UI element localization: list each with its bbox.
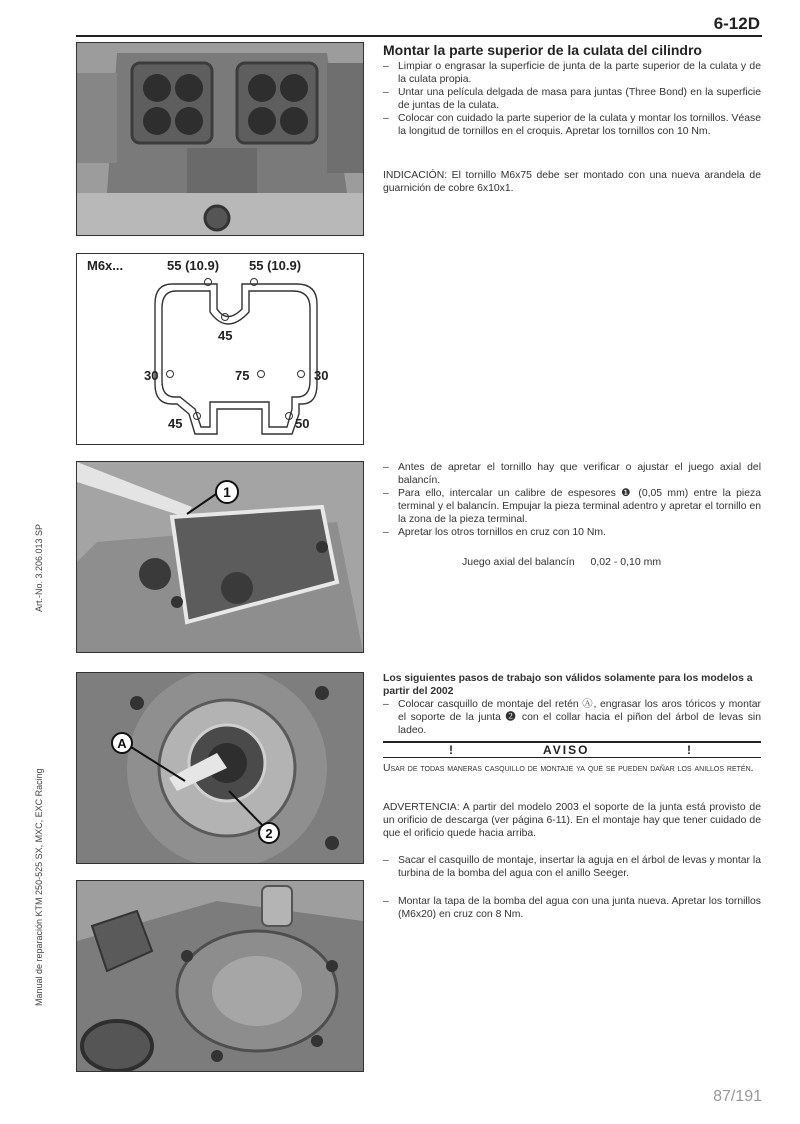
spec-label: Juego axial del balancín bbox=[462, 556, 575, 568]
list-item: – Untar una película delgada de masa para juntas (Three Bond) en la superficie de juntas de la culata. bbox=[383, 86, 761, 112]
side-manual-title: Manual de reparación KTM 250-525 SX, MXC, EXC Racing bbox=[34, 768, 44, 1006]
list-item: – Apretar los otros tornillos en cruz con 10 Nm. bbox=[383, 526, 761, 539]
diagram-label-right: 30 bbox=[314, 368, 329, 383]
callout-2: 2 bbox=[265, 826, 273, 841]
photo-water-pump-cover bbox=[76, 880, 364, 1072]
list-item: – Antes de apretar el tornillo hay que verificar o ajustar el juego axial del balancín. bbox=[383, 461, 761, 487]
diagram-label-mid: 75 bbox=[235, 368, 250, 383]
list-item: – Sacar el casquillo de montaje, insertar la aguja en el árbol de levas y montar la turbina de la bomba del agua con el anillo Seeger. bbox=[383, 854, 761, 880]
callout-1: 1 bbox=[223, 484, 231, 500]
diagram-label-top-left: 55 (10.9) bbox=[167, 258, 220, 273]
diagram-label-top-right: 55 (10.9) bbox=[249, 258, 302, 273]
section-title: Montar la parte superior de la culata del cilindro bbox=[383, 42, 702, 58]
aviso-mark-left: ! bbox=[449, 743, 455, 757]
list-item: – Colocar casquillo de montaje del retén Ⓐ, engrasar los aros tóricos y montar el soporte de la junta ❷ con el collar hacia el piñon del árbol de levas sin ladeo. bbox=[383, 698, 761, 737]
list-item: – Montar la tapa de la bomba del agua con una junta nueva. Apretar los tornillos (M6x20) en cruz con 8 Nm. bbox=[383, 895, 761, 921]
photo-cylinder-head-top bbox=[76, 42, 364, 236]
aviso-mark-right: ! bbox=[687, 743, 693, 757]
section3-bullets-2 bbox=[383, 854, 761, 880]
diagram-label-center: 45 bbox=[218, 328, 233, 343]
aviso-banner bbox=[383, 741, 761, 758]
note-indicacion: INDICACIÓN: El tornillo M6x75 debe ser montado con una nueva arandela de guarnición de cobre 6x10x1. bbox=[383, 170, 761, 194]
diagram-label-bottom-left: 45 bbox=[168, 416, 183, 431]
advertencia-text: ADVERTENCIA: A partir del modelo 2003 el soporte de la junta está provisto de un orificio de descarga (ver página 6-11). En el montaje hay que tener cuidado de que el orificio quede hacia arriba. bbox=[383, 802, 761, 839]
diagram-label-left: 30 bbox=[144, 368, 159, 383]
list-item: – Colocar con cuidado la parte superior de la culata y montar los tornillos. Véase la longitud de tornillos en el croquis. Apretar los tornillos con 10 Nm. bbox=[383, 112, 761, 138]
section3-bullets bbox=[383, 698, 761, 737]
list-item: – Para ello, intercalar un calibre de espesores ❶ (0,05 mm) entre la pieza terminal y el balancín. Empujar la pieza terminal adentro y apretar el tornillo en la zona de la pieza terminal. bbox=[383, 487, 761, 526]
photo-feeler-gauge bbox=[76, 461, 364, 653]
section3-bullets-3 bbox=[383, 895, 761, 921]
header-rule bbox=[76, 35, 762, 37]
photo-seal-bushing bbox=[76, 672, 364, 864]
diagram-label-bottom-right: 50 bbox=[295, 416, 310, 431]
section3-heading: Los siguientes pasos de trabajo son válidos solamente para los modelos a partir del 2002 bbox=[383, 673, 753, 697]
side-art-no: Art.-No. 3.206.013 SP bbox=[34, 523, 44, 612]
aviso-text: Usar de todas maneras casquillo de montaje ya que se pueden dañar los anillos retén. bbox=[383, 763, 754, 774]
bolt-layout-diagram bbox=[76, 253, 364, 445]
section1-bullets bbox=[383, 60, 761, 138]
page-counter: 87/191 bbox=[713, 1088, 762, 1105]
spec-value: 0,02 - 0,10 mm bbox=[590, 556, 662, 568]
aviso-title: AVISO bbox=[543, 743, 590, 757]
section2-bullets bbox=[383, 461, 761, 539]
callout-a: A bbox=[117, 736, 127, 751]
spec-juego-axial bbox=[462, 556, 661, 568]
list-item: – Limpiar o engrasar la superficie de junta de la parte superior de la culata y de la culata propia. bbox=[383, 60, 761, 86]
diagram-label-m6: M6x... bbox=[87, 258, 124, 273]
page-number: 6-12D bbox=[713, 14, 760, 33]
